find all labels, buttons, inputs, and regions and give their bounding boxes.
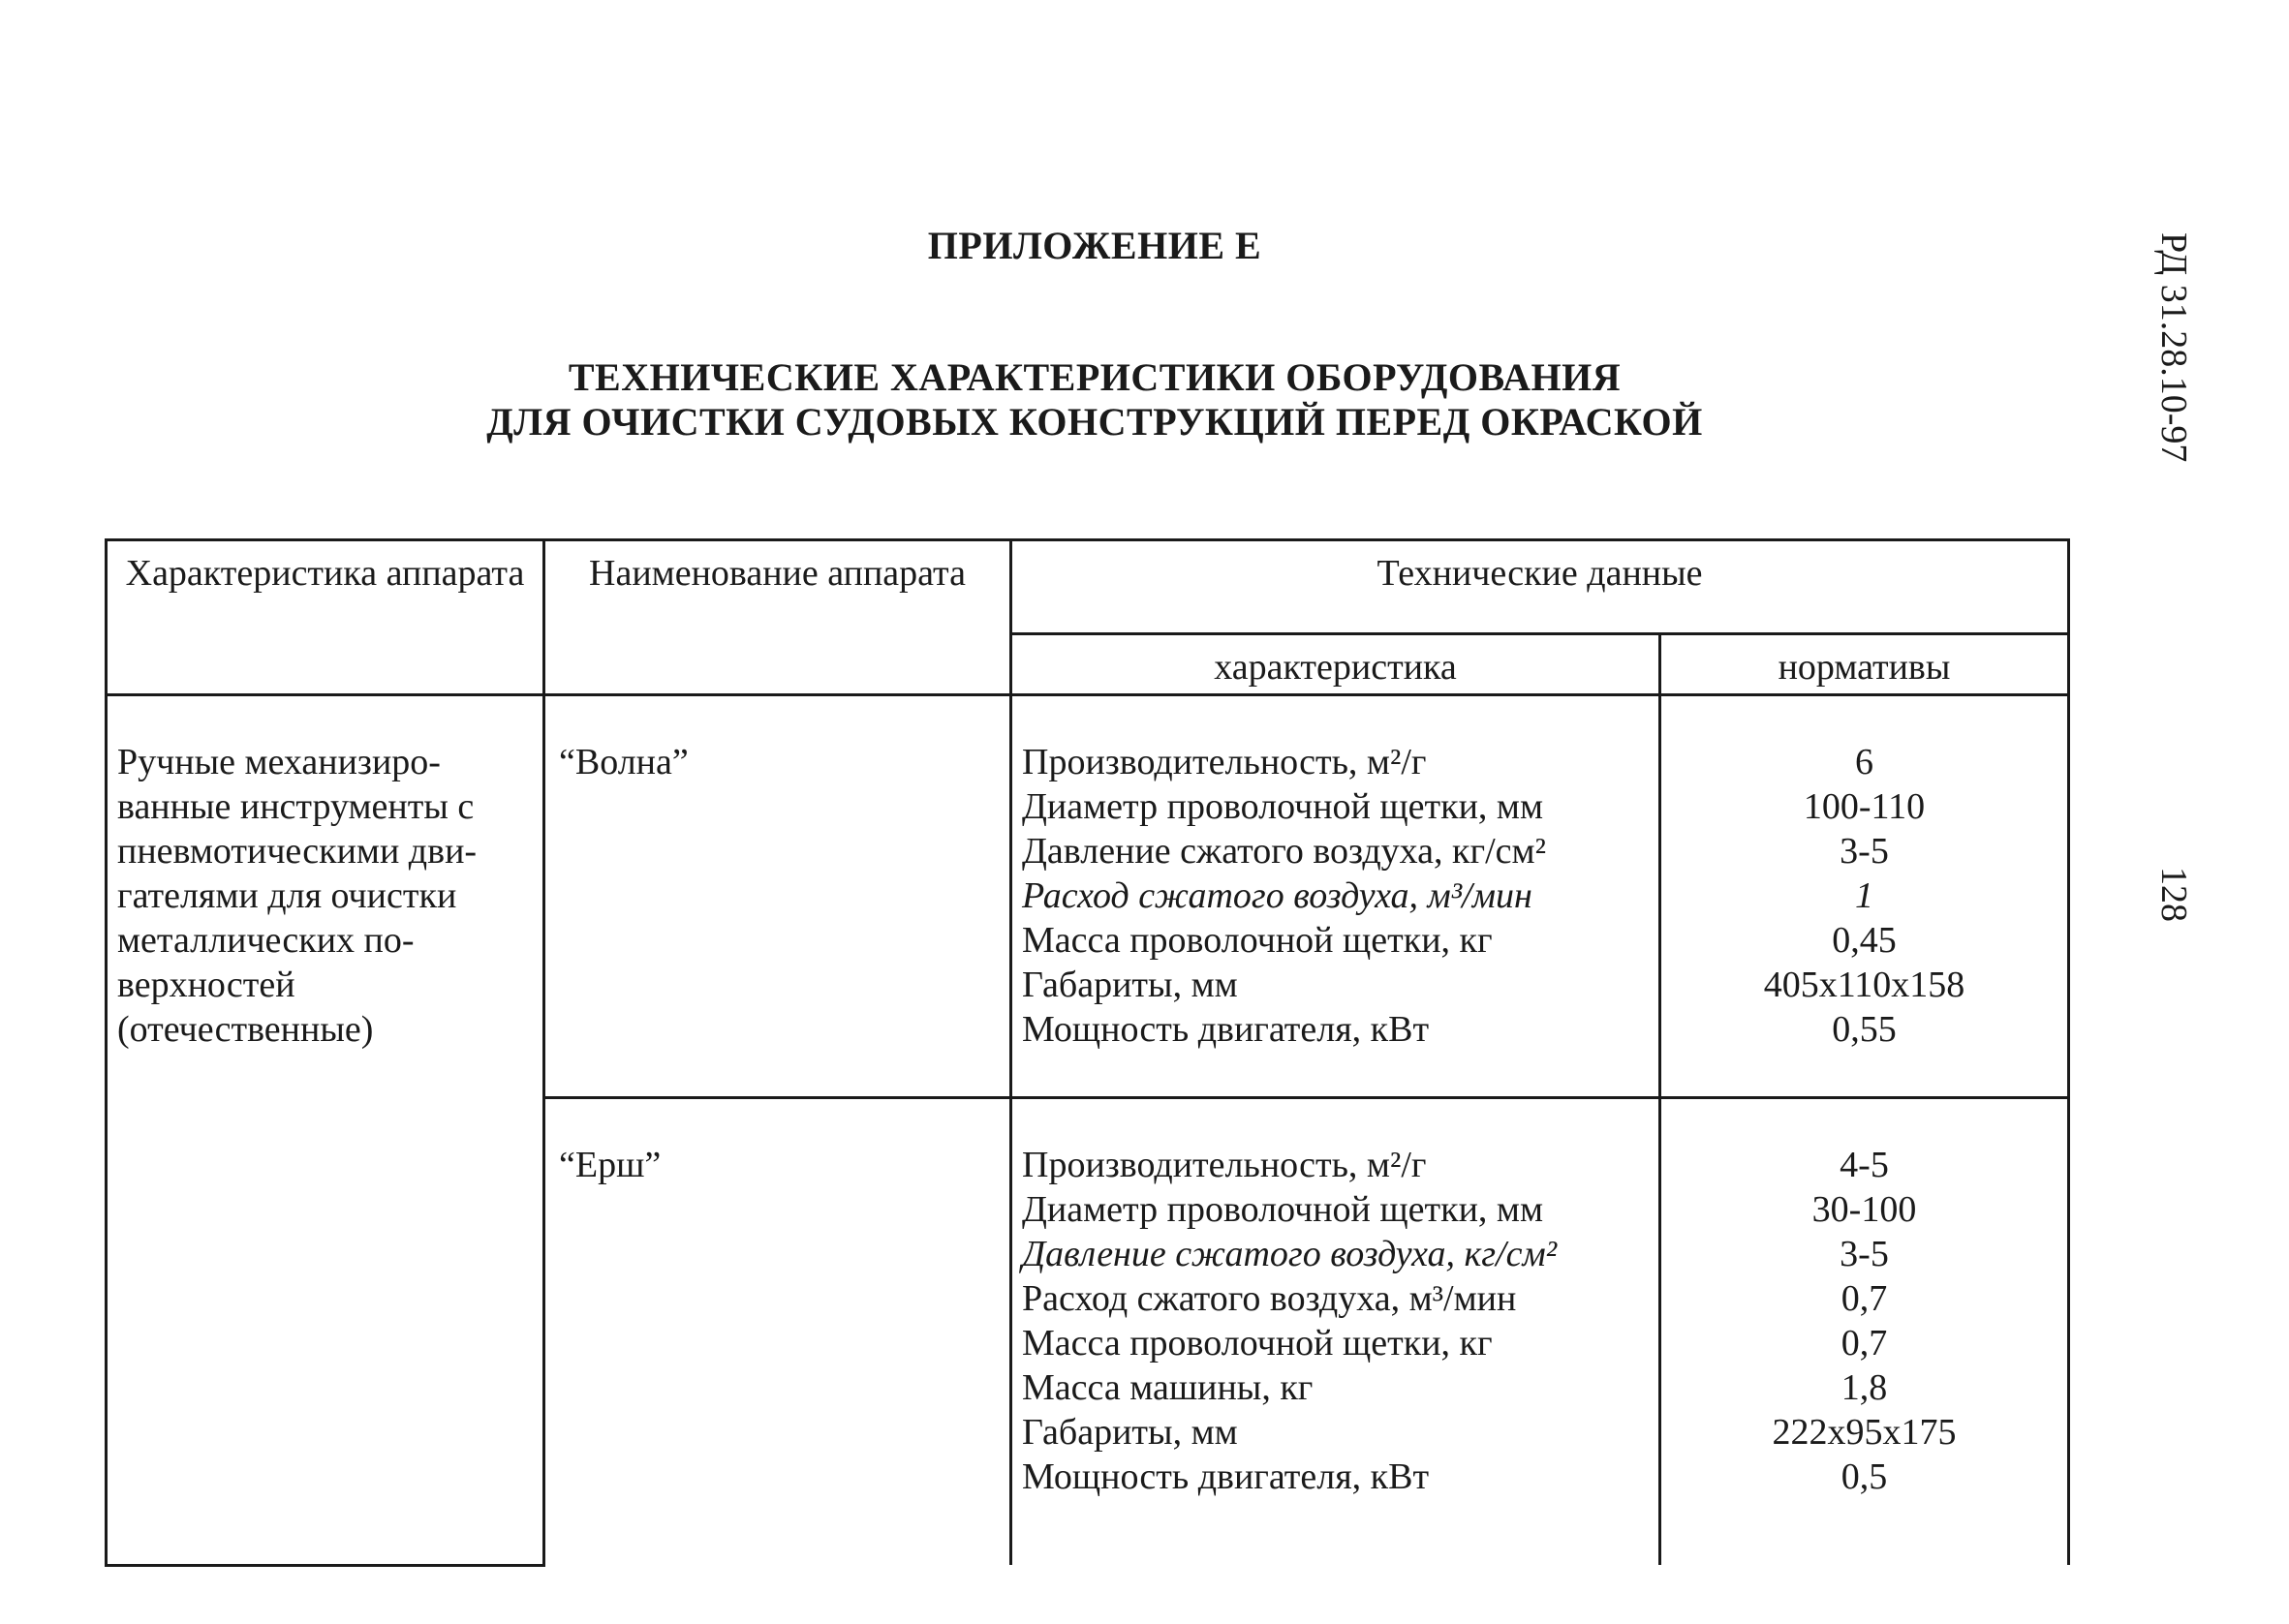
norm-value: 222x95x175 [1772,1412,1957,1453]
document-code: РД 31.28.10-97 [2153,232,2194,463]
characteristic-label: Мощность двигателя, кВт [1022,1456,1430,1497]
category-line: верхностей [117,965,295,1005]
title-line-1: ТЕХНИЧЕСКИЕ ХАРАКТЕРИСТИКИ ОБОРУДОВАНИЯ [568,355,1622,399]
norm-value: 0,5 [1840,1456,1888,1497]
norm-value: 1,8 [1840,1367,1888,1408]
category-line: ванные инструменты с [117,786,475,827]
norm-value: 3-5 [1840,1234,1889,1274]
norm-value: 0,45 [1832,920,1897,961]
norms-volna [1660,695,2069,1098]
characteristic-label: Диаметр проволочной щетки, мм [1022,1189,1544,1230]
page-number: 128 [2153,867,2194,922]
norm-value: 1 [1855,875,1873,916]
characteristic-label: Расход сжатого воздуха, м³/мин [1022,1278,1517,1319]
norm-value: 4-5 [1840,1145,1889,1185]
characteristic-label: Диаметр проволочной щетки, мм [1022,786,1544,827]
category-line: металлических по- [117,920,415,961]
norm-value: 30-100 [1811,1189,1917,1230]
category-line: пневмотическими дви- [117,831,478,872]
category-line: гателями для очистки [117,875,457,916]
norm-value: 6 [1855,742,1873,782]
characteristic-label: Габариты, мм [1022,965,1238,1005]
subheader-norms: нормативы [1660,634,2069,695]
characteristic-label: Габариты, мм [1022,1412,1238,1453]
characteristic-label: Масса проволочной щетки, кг [1022,920,1493,961]
norm-value: 100-110 [1803,786,1926,827]
norms-yorsh [1660,1098,2069,1566]
header-tech-data: Технические данные [1011,540,2069,634]
appendix-heading: ПРИЛОЖЕНИЕ Е [927,224,1262,267]
characteristic-label: Производительность, м²/г [1022,742,1427,782]
title-line-2: ДЛЯ ОЧИСТКИ СУДОВЫХ КОНСТРУКЦИЙ ПЕРЕД ОКРАСКОЙ [486,400,1703,444]
device-name-volna: “Волна” [544,695,1011,1098]
characteristic-label: Масса машины, кг [1022,1367,1314,1408]
characteristic-label: Мощность двигателя, кВт [1022,1009,1430,1050]
category-line: Ручные механизиро- [117,742,441,782]
header-characteristic: Характеристика аппарата [107,540,544,695]
characteristics-yorsh [1011,1098,1660,1566]
norm-value: 0,7 [1840,1278,1888,1319]
characteristic-label: Давление сжатого воздуха, кг/см² [1022,831,1546,872]
header-name: Наименование аппарата [544,540,1011,695]
equipment-table [105,538,2070,1567]
category-line: (отечественные) [117,1009,374,1050]
characteristic-label: Расход сжатого воздуха, м³/мин [1022,875,1532,916]
device-name-yorsh: “Ерш” [544,1098,1011,1566]
characteristics-volna [1011,695,1660,1098]
characteristic-label: Давление сжатого воздуха, кг/см² [1022,1234,1558,1274]
norm-value: 0,7 [1840,1323,1888,1364]
norm-value: 0,55 [1832,1009,1897,1050]
norm-value: 3-5 [1840,831,1889,872]
characteristic-label: Масса проволочной щетки, кг [1022,1323,1493,1364]
characteristic-label: Производительность, м²/г [1022,1145,1427,1185]
norm-value: 405x110x158 [1763,965,1965,1005]
subheader-characteristic: характеристика [1011,634,1660,695]
category-cell [107,695,544,1566]
